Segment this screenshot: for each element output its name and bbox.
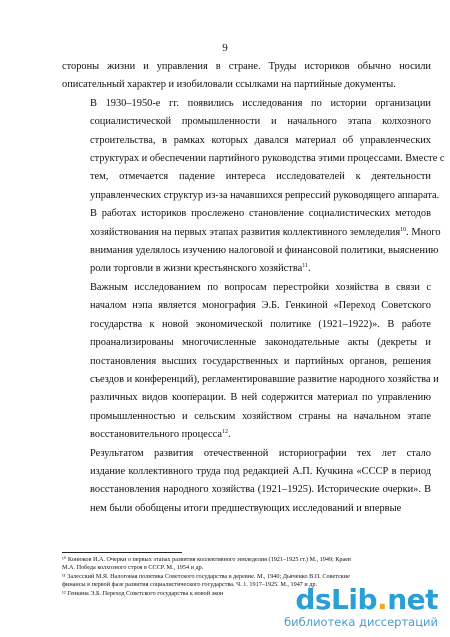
page-number: 9 <box>222 42 228 54</box>
text-line: нем были обобщены итоги предшествующих исследований и впервые <box>90 502 402 514</box>
paragraph <box>62 279 439 445</box>
footnote-line: финансы в первой фазе развития социалистического государства. Ч. 1. 1917–1925. М., 1947 и др. <box>62 581 318 589</box>
text-line: восстановительного процесса$^{12}$. <box>90 429 231 441</box>
text-line: роли торговли в жизни крестьянского хозяйства$^{11}$. <box>90 263 311 275</box>
watermark-logo-tld: net <box>387 583 438 616</box>
text-line: проанализированы многочисленные законодательные акты (декреты и <box>90 337 431 349</box>
watermark-logo-dot: . <box>377 583 388 616</box>
text-line: описательный характер и изобиловали ссылками на партийные документы. <box>62 79 396 91</box>
text-line: восстановления народного хозяйства (1921–1925). Исторические очерки». В <box>90 484 431 496</box>
text-line: структурах и обеспечении партийного руководства этими процессами. Вместе с <box>90 153 445 165</box>
text-line: Результатом развития отечественной историографии тех лет стало <box>90 447 431 459</box>
text-line: хозяйствования на первых этапах развития коллективного земледелия$^{10}$. Много <box>90 226 441 238</box>
footnote-line: М.А. Победа колхозного строя в СССР. М., 1954 и др. <box>62 564 204 572</box>
footnote-line: ¹⁰ Конюков И.А. Очерки о первых этапах развития коллективного земледелия (1921–1925 гг.) М., 1949; Краев <box>62 556 351 563</box>
paragraph <box>62 58 431 95</box>
footnote-ref[interactable]: 11 <box>302 263 308 270</box>
footnote-line: ¹² Генкина Э.Б. Переход Советского государства к новой экон <box>62 589 224 597</box>
text-line: стороны жизни и управления в стране. Труды историков обычно носили <box>62 61 431 72</box>
footnote-line: ¹¹ Залесский М.Я. Налоговая политика Советского государства в деревне. М., 1940; Дьяченко В.П. Советские <box>62 572 350 580</box>
text-line: Важным исследованием по вопросам перестройки хозяйства в связи с <box>90 281 431 293</box>
text-line: издание коллективного труда под редакцией А.П. Кучкина «СССР в период <box>90 465 431 477</box>
watermark-logo <box>284 583 438 616</box>
footnote-ref[interactable]: 10 <box>400 226 407 233</box>
text-line: строительства, в рамках которых давался материал об управленческих <box>90 134 431 146</box>
footnote-ref[interactable]: 12 <box>222 429 228 436</box>
watermark-subtitle: библиотека диссертаций <box>284 615 438 629</box>
text-line: тем, отмечается падение интереса исследователей к деятельности <box>90 171 431 183</box>
watermark-logo-main: dsLib <box>295 583 378 616</box>
text-line: В работах историков прослежено становление социалистических методов <box>90 208 431 220</box>
paragraph <box>62 95 445 279</box>
watermark <box>284 583 438 629</box>
text-line: управленческих структур из-за начавшихся репрессий руководящего аппарата. <box>90 189 440 201</box>
paragraph <box>62 445 431 519</box>
text-line: различных видов кооперации. В ней содержится материал по управлению <box>90 392 431 404</box>
text-line: съездов и конференций), регламентировавшие развитие народного хозяйства и <box>90 373 439 385</box>
text-line: постановления высших государственных и партийных органов, решения <box>90 355 431 367</box>
text-line: социалистической промышленности и начального этапа колхозного <box>90 116 431 128</box>
text-line: внимания уделялось изучению налоговой и финансовой политики, выяснению <box>90 245 439 257</box>
text-line: В 1930–1950-е гг. появились исследования по истории организации <box>90 97 431 109</box>
text-line: государства к новой экономической политике (1921–1922)». В работе <box>90 318 431 330</box>
footnote-separator <box>62 552 182 553</box>
body-text <box>62 58 445 518</box>
text-line: началом нэпа является монография Э.Б. Генкиной «Переход Советского <box>90 300 431 312</box>
text-line: промышленностью и сельским хозяйством страны на начальном этапе <box>90 410 431 422</box>
